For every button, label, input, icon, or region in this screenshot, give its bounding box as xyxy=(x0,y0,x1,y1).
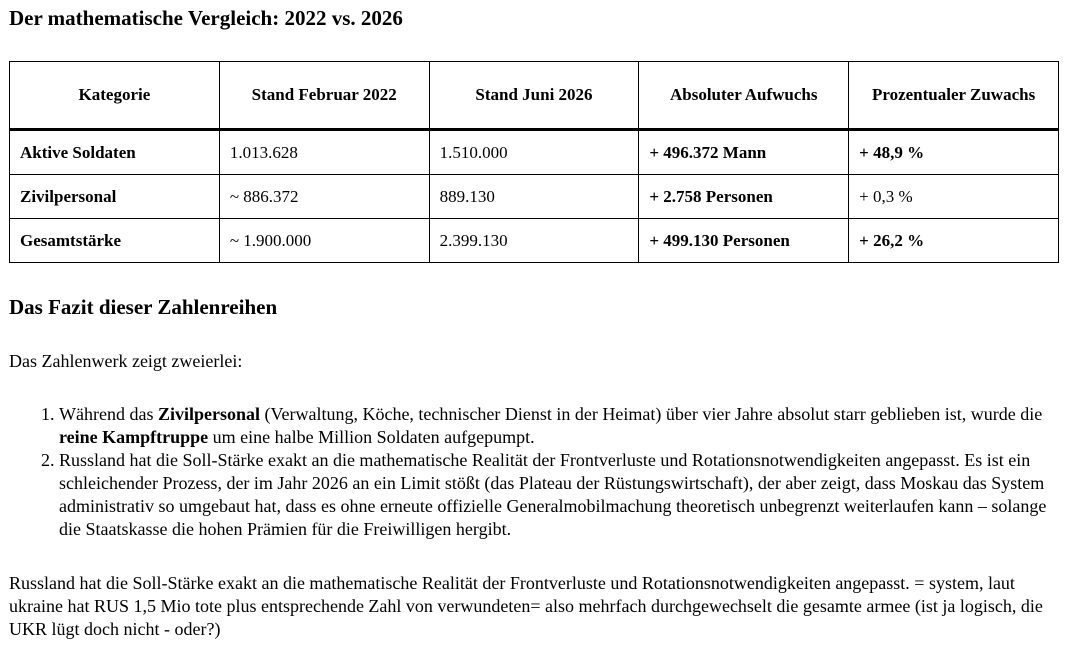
list-item xyxy=(59,403,1049,449)
table-header-row xyxy=(10,62,1059,130)
item1-bold-1: Zivilpersonal xyxy=(157,404,260,424)
cell-category: Aktive Soldaten xyxy=(10,130,220,175)
conclusion-heading: Das Fazit dieser Zahlenreihen xyxy=(9,295,278,319)
item1-text-2: (Verwaltung, Köche, technischer Dienst in der Heimat) über vier Jahre absolut starr geblieben ist, wurde die xyxy=(259,404,1043,424)
cell-feb-2022: ~ 1.900.000 xyxy=(219,219,429,263)
item1-text-3: um eine halbe Million Soldaten aufgepumpt. xyxy=(208,427,535,447)
cell-percent: + 26,2 % xyxy=(849,219,1059,263)
header-jun-2026: Stand Juni 2026 xyxy=(429,62,639,130)
page-title: Der mathematische Vergleich: 2022 vs. 2026 xyxy=(9,6,403,30)
cell-jun-2026: 889.130 xyxy=(429,175,639,219)
cell-percent: + 0,3 % xyxy=(849,175,1059,219)
cell-absolute: + 2.758 Personen xyxy=(639,175,849,219)
item2-text: Russland hat die Soll-Stärke exakt an die mathematische Realität der Frontverluste und Rotationsnotwendigkeiten angepasst. Es ist ein schleichender Prozess, der im Jahr 2026 an ein Limit stößt (das Plateau der Rüstungswirtschaft), der aber zeigt, dass Moskau das System administrativ so umgebaut hat, dass es ohne erneute offizielle Generalmobilmachung theoretisch unbegrenzt weiterlaufen kann – solange die Staatskasse die hohen Prämien für die Freiwilligen hergibt. xyxy=(59,450,1047,539)
comment-paragraph: Russland hat die Soll-Stärke exakt an die mathematische Realität der Frontverluste und Rotationsnotwendigkeiten angepasst. = system, laut ukraine hat RUS 1,5 Mio tote plus entsprechende Zahl von verwundeten= also mehrfach durchgewechselt die gesamte armee (ist ja logisch, die UKR lügt doch nicht - oder?) xyxy=(9,573,1043,639)
comparison-table xyxy=(9,61,1059,263)
item1-bold-2: reine Kampftruppe xyxy=(59,427,209,447)
cell-percent: + 48,9 % xyxy=(849,130,1059,175)
list-item xyxy=(59,449,1049,541)
cell-feb-2022: 1.013.628 xyxy=(219,130,429,175)
cell-absolute: + 499.130 Personen xyxy=(639,219,849,263)
cell-jun-2026: 2.399.130 xyxy=(429,219,639,263)
conclusion-list xyxy=(9,403,1049,541)
header-absolute-growth: Absoluter Aufwuchs xyxy=(639,62,849,130)
header-category: Kategorie xyxy=(10,62,220,130)
conclusion-intro: Das Zahlenwerk zeigt zweierlei: xyxy=(9,351,243,371)
header-feb-2022: Stand Februar 2022 xyxy=(219,62,429,130)
table-row xyxy=(10,219,1059,263)
cell-feb-2022: ~ 886.372 xyxy=(219,175,429,219)
header-percent-growth: Prozentualer Zuwachs xyxy=(849,62,1059,130)
cell-jun-2026: 1.510.000 xyxy=(429,130,639,175)
item1-text-1: Während das xyxy=(59,404,158,424)
cell-category: Zivilpersonal xyxy=(10,175,220,219)
table-row xyxy=(10,175,1059,219)
cell-category: Gesamtstärke xyxy=(10,219,220,263)
cell-absolute: + 496.372 Mann xyxy=(639,130,849,175)
table-row xyxy=(10,130,1059,175)
